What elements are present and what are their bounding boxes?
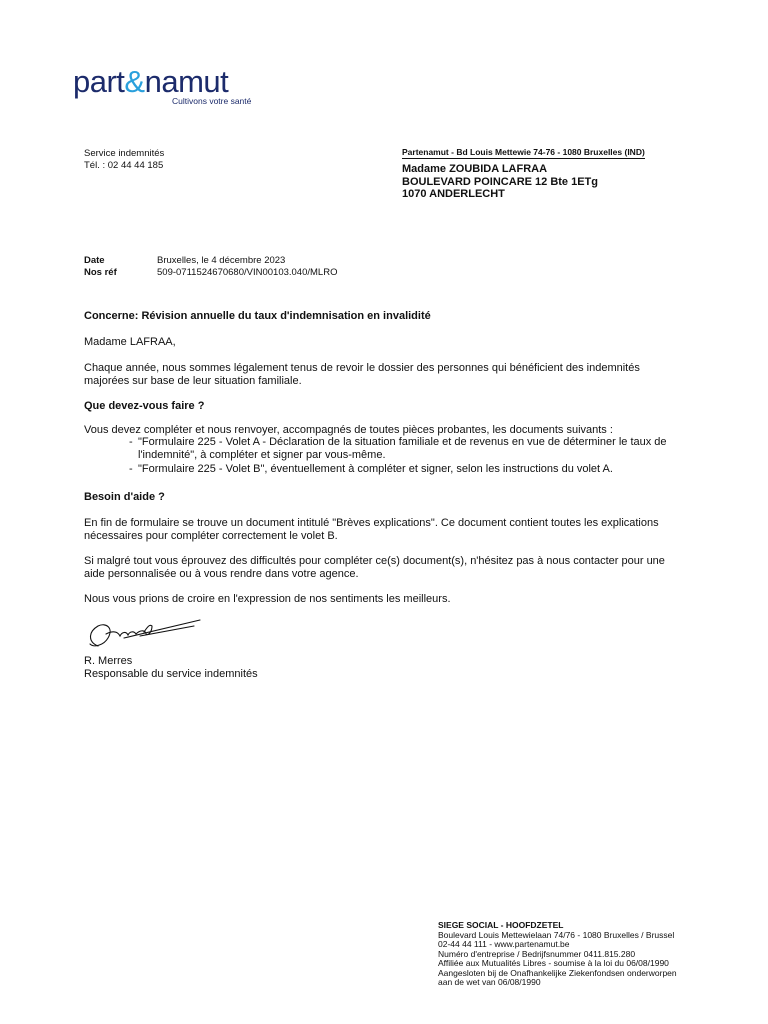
footer-line: aan de wet van 06/08/1990	[438, 977, 541, 987]
bullet-item-volet-b: "Formulaire 225 - Volet B", éventuellement à compléter et signer, selon les instructions du volet A.	[138, 463, 613, 475]
salutation: Madame LAFRAA,	[84, 336, 176, 348]
handwritten-signature	[84, 612, 202, 654]
partenamut-logo	[73, 66, 228, 98]
head-office-footer	[438, 921, 677, 988]
recipient-street: BOULEVARD POINCARE 12 Bte 1ETg	[402, 175, 598, 188]
bullet-dash: -	[129, 436, 133, 448]
sender-service: Service indemnités	[84, 148, 165, 159]
return-address: Partenamut - Bd Louis Mettewie 74-76 - 1080 Bruxelles (IND)	[402, 147, 645, 157]
bullet-line: l'indemnité", à compléter et signer par vous-même.	[138, 448, 386, 461]
bullet-item-volet-a	[138, 436, 667, 461]
letter-subject: Concerne: Révision annuelle du taux d'indemnisation en invalidité	[84, 310, 431, 322]
footer-line: Numéro d'entreprise / Bedrijfsnummer 0411.815.280	[438, 948, 636, 959]
intro-paragraph	[84, 362, 640, 387]
logo-tagline: Cultivons votre santé	[172, 96, 252, 106]
recipient-name: Madame ZOUBIDA LAFRAA	[402, 163, 548, 175]
bullet-dash: -	[129, 463, 133, 475]
heading-what-to-do: Que devez-vous faire ?	[84, 400, 205, 412]
help-line: Si malgré tout vous éprouvez des difficultés pour compléter ce(s) document(s), n'hésitez pas à nous contacter pour une	[84, 555, 665, 567]
todo-intro: Vous devez compléter et nous renvoyer, accompagnés de toutes pièces probantes, les documents suivants :	[84, 424, 613, 436]
footer-line: Boulevard Louis Mettewielaan 74/76 - 1080 Bruxelles / Brussel	[438, 929, 675, 940]
logo-text-part1: part	[73, 64, 125, 99]
date-value: Bruxelles, le 4 décembre 2023	[157, 255, 286, 266]
help-paragraph-1	[84, 517, 659, 542]
sender-phone: Tél. : 02 44 44 185	[84, 159, 164, 171]
footer-line: Aangesloten bij de Onafhankelijke Ziekenfondsen onderworpen	[438, 967, 677, 978]
signatory-name: R. Merres	[84, 655, 133, 667]
help-line: nécessaires pour compléter correctement le volet B.	[84, 529, 338, 542]
bullet-line: "Formulaire 225 - Volet A - Déclaration de la situation familiale et de revenus en vue de déterminer le taux de	[138, 436, 667, 448]
logo-ampersand: &	[124, 64, 145, 99]
sender-block	[84, 148, 164, 171]
recipient-city: 1070 ANDERLECHT	[402, 188, 505, 200]
help-line: En fin de formulaire se trouve un document intitulé "Brèves explications". Ce document contient toutes les explications	[84, 517, 659, 529]
footer-line: Affiliée aux Mutualités Libres - soumise à la loi du 06/08/1990	[438, 958, 669, 968]
signature-block	[84, 655, 258, 680]
signatory-title: Responsable du service indemnités	[84, 667, 258, 680]
help-line: aide personnalisée ou à vous rendre dans votre agence.	[84, 567, 359, 580]
heading-need-help: Besoin d'aide ?	[84, 491, 165, 503]
closing-formula: Nous vous prions de croire en l'expression de nos sentiments les meilleurs.	[84, 593, 451, 605]
reference-label: Nos réf	[84, 267, 117, 278]
intro-line-2: majorées sur base de leur situation familiale.	[84, 374, 302, 387]
intro-line-1: Chaque année, nous sommes légalement tenus de revoir le dossier des personnes qui bénéficient des indemnités	[84, 362, 640, 374]
help-paragraph-2	[84, 555, 665, 580]
logo-text-part2: namut	[144, 64, 229, 99]
reference-value: 509-0711524670680/VIN00103.040/MLRO	[157, 267, 338, 278]
footer-title: SIEGE SOCIAL - HOOFDZETEL	[438, 920, 564, 930]
date-label: Date	[84, 255, 105, 266]
recipient-address	[402, 163, 598, 201]
footer-line: 02-44 44 111 - www.partenamut.be	[438, 939, 570, 949]
